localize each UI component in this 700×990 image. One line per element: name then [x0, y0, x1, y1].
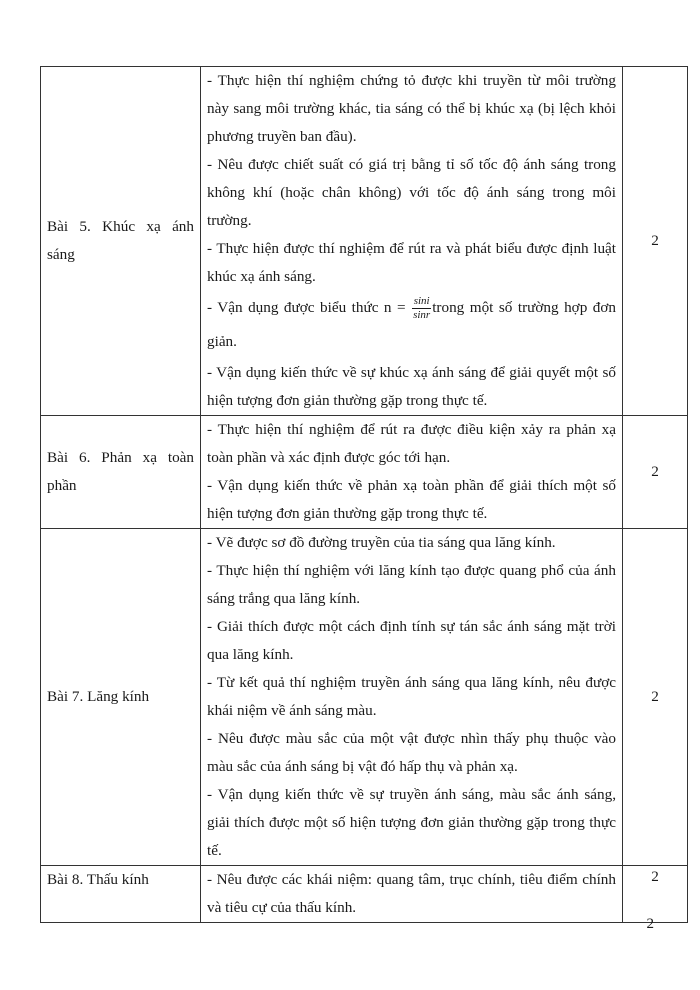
- lesson-title: Bài 6. Phản xạ toàn phần: [41, 416, 201, 529]
- requirement-item: - Nêu được màu sắc của một vật được nhìn thấy phụ thuộc vào màu sắc của ánh sáng bị vật đó hấp thụ và phản xạ.: [207, 730, 616, 775]
- period-count: 2: [623, 866, 688, 923]
- period-count: 2: [623, 67, 688, 416]
- requirement-item: - Thực hiện được thí nghiệm để rút ra và phát biểu được định luật khúc xạ ánh sáng.: [207, 240, 616, 285]
- requirement-item: - Nêu được chiết suất có giá trị bằng tỉ số tốc độ ánh sáng trong không khí (hoặc chân không) với tốc độ ánh sáng trong môi trường.: [207, 156, 616, 229]
- formula-suffix: trong một số trường hợp đơn giản.: [207, 299, 617, 350]
- requirement-item: - Vẽ được sơ đồ đường truyền của tia sáng qua lăng kính.: [207, 534, 556, 551]
- requirement-item: - Thực hiện thí nghiệm với lăng kính tạo được quang phổ của ánh sáng trắng qua lăng kính.: [207, 562, 616, 607]
- requirement-item: - Vận dụng kiến thức về phản xạ toàn phần để giải thích một số hiện tượng đơn giản thường gặp trong thực tế.: [207, 477, 616, 522]
- fraction-denominator: sinr: [413, 309, 431, 322]
- requirements-cell: [201, 529, 623, 866]
- table-row: [41, 416, 688, 529]
- requirement-item: - Giải thích được một cách định tính sự tán sắc ánh sáng mặt trời qua lăng kính.: [207, 618, 616, 663]
- requirement-item: - Thực hiện thí nghiệm chứng tỏ được khi truyền từ môi trường này sang môi trường khác, tia sáng có thể bị khúc xạ (bị lệch khỏi phương truyền ban đầu).: [207, 72, 616, 145]
- requirements-cell: [201, 866, 623, 923]
- table-row: [41, 67, 688, 416]
- requirement-item: - Vận dụng kiến thức về sự khúc xạ ánh sáng để giải quyết một số hiện tượng đơn giản thường gặp trong thực tế.: [207, 364, 616, 409]
- curriculum-table: [40, 66, 688, 923]
- period-count: 2: [623, 529, 688, 866]
- requirement-item: - Nêu được các khái niệm: quang tâm, trục chính, tiêu điểm chính và tiêu cự của thấu kính.: [207, 871, 616, 916]
- requirement-item: - Từ kết quả thí nghiệm truyền ánh sáng qua lăng kính, nêu được khái niệm về ánh sáng màu.: [207, 674, 616, 719]
- requirements-cell: [201, 67, 623, 416]
- lesson-title: Bài 5. Khúc xạ ánh sáng: [41, 67, 201, 416]
- table-row: [41, 529, 688, 866]
- formula-prefix: - Vận dụng được biểu thức n =: [207, 299, 412, 316]
- requirement-item: - Thực hiện thí nghiệm để rút ra được điều kiện xảy ra phản xạ toàn phần và xác định được góc tới hạn.: [207, 421, 616, 466]
- sin-ratio-fraction: [412, 295, 431, 322]
- fraction-numerator: sini: [413, 295, 430, 308]
- lesson-title: Bài 7. Lăng kính: [41, 529, 201, 866]
- page-number: 2: [646, 916, 654, 932]
- period-count: 2: [623, 416, 688, 529]
- requirement-item: - Vận dụng kiến thức về sự truyền ánh sáng, màu sắc ánh sáng, giải thích được một số hiện tượng đơn giản thường gặp trong thực tế.: [207, 786, 616, 859]
- lesson-title: Bài 8. Thấu kính: [41, 866, 201, 923]
- table-row: [41, 866, 688, 923]
- requirement-item-formula: [207, 291, 616, 359]
- requirements-cell: [201, 416, 623, 529]
